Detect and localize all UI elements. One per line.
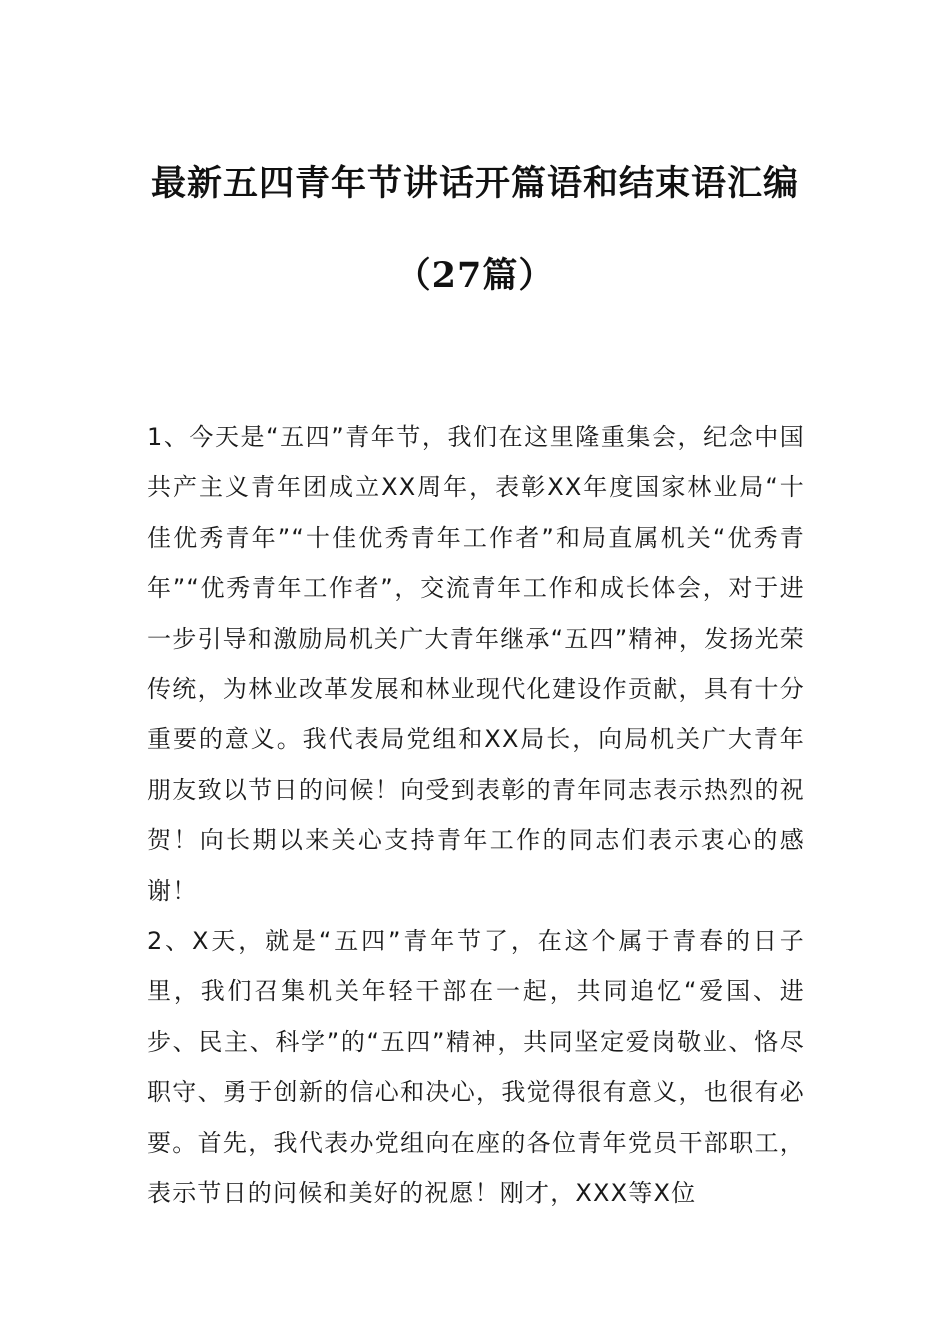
document-title: 最新五四青年节讲话开篇语和结束语汇编 bbox=[150, 163, 799, 204]
paragraph-1: 1、今天是“五四”青年节，我们在这里隆重集会，纪念中国共产主义青年团成立XX周年，表彰XX年度国家林业局“十佳优秀青年”“十佳优秀青年工作者”和局直属机关“优秀青年”“优秀青年工作者”，交流青年工作和成长体会，对于进一步引导和激励局机关广大青年继承“五四”精神，发扬光荣传统，为林业改革发展和林业现代化建设作贡献，具有十分重要的意义。我代表局党组和XX局长，向局机关广大青年朋友致以节日的问候！向受到表彰的青年同志表示热烈的祝贺！向长期以来关心支持青年工作的同志们表示衷心的感谢！ bbox=[147, 423, 805, 905]
document-body bbox=[147, 412, 805, 1219]
paragraph-2: 2、X天，就是“五四”青年节了，在这个属于青春的日子里，我们召集机关年轻干部在一起，共同追忆“爱国、进步、民主、科学”的“五四”精神，共同坚定爱岗敬业、恪尽职守、勇于创新的信心和决心，我觉得很有意义，也很有必要。首先，我代表办党组向在座的各位青年党员干部职工，表示节日的问候和美好的祝愿！刚才，XXX等X位 bbox=[147, 927, 805, 1208]
document-subtitle: （27篇） bbox=[395, 255, 555, 296]
